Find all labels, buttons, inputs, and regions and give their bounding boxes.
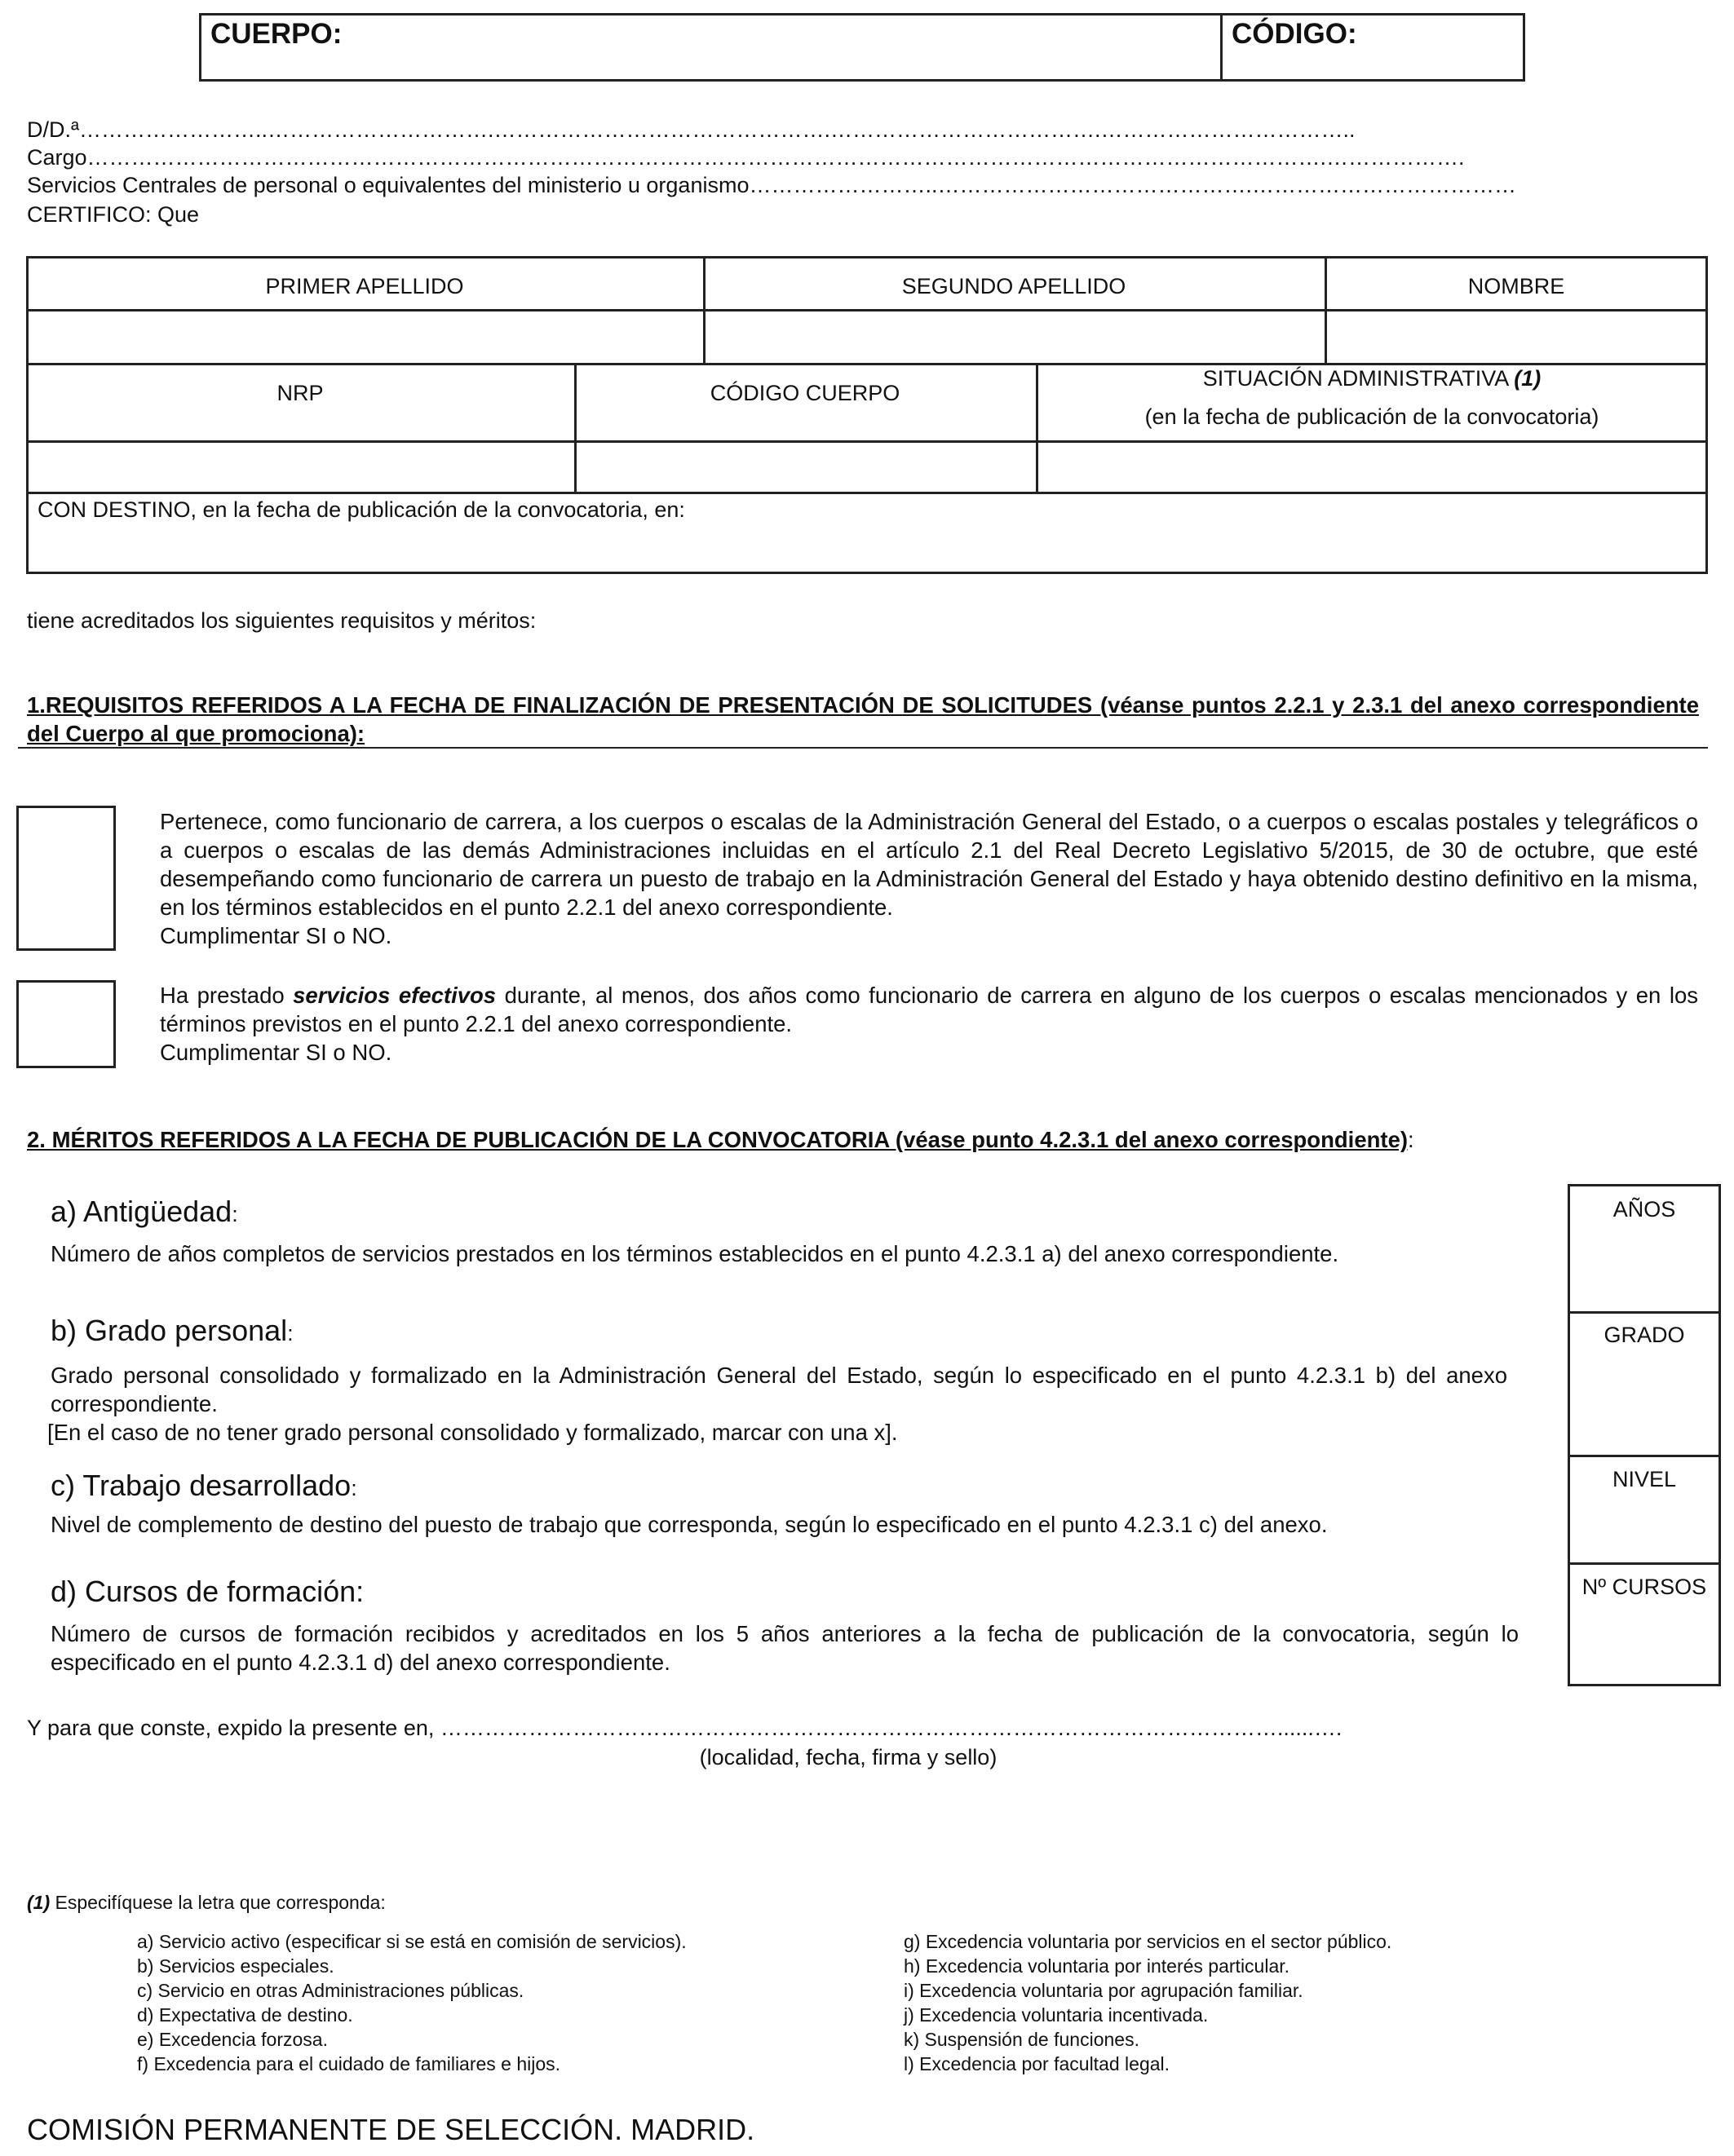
situacion-header [1036, 364, 1708, 392]
grado-box-label: GRADO [1604, 1323, 1685, 1347]
nombre-input[interactable] [1328, 312, 1706, 361]
nombre-header: NOMBRE [1467, 274, 1565, 298]
list-item: a) Servicio activo (especificar si se está en comisión de servicios). [137, 1931, 687, 1952]
servicios-line: Servicios Centrales de personal o equivalentes del ministerio u organismo……………………..…………………………………….……………………………… [27, 173, 1516, 197]
comision-footer: COMISIÓN PERMANENTE DE SELECCIÓN. MADRID. [27, 2113, 755, 2146]
segundo-apellido-header: SEGUNDO APELLIDO [901, 274, 1126, 298]
nivel-input[interactable] [1571, 1497, 1718, 1559]
req1-checkbox[interactable] [16, 806, 116, 951]
anos-box-label: AÑOS [1612, 1197, 1676, 1222]
trabajo-colon: : [351, 1476, 357, 1500]
grado-input[interactable] [1571, 1354, 1718, 1451]
section2-title-colon: : [1408, 1127, 1414, 1152]
cuerpo-label: CUERPO: [210, 18, 343, 50]
primer-apellido-input[interactable] [29, 312, 701, 361]
footnote-intro [27, 1890, 386, 1915]
row-line-4 [26, 492, 1708, 494]
situacion-subheader: (en la fecha de publicación de la convocatoria) [1144, 404, 1599, 429]
footnote-left-list [137, 1929, 687, 2076]
primer-apellido-header: PRIMER APELLIDO [265, 274, 464, 298]
nrp-input[interactable] [29, 444, 573, 490]
list-item: e) Excedencia forzosa. [137, 2029, 328, 2050]
trabajo-text: Nivel de complemento de destino del puesto de trabajo que corresponda, según lo especificado en el punto 4.2.3.1 c) del anexo. [51, 1512, 1328, 1537]
codigo-cuerpo-header: CÓDIGO CUERPO [710, 381, 900, 405]
cursos-text: Número de cursos de formación recibidos y acreditados en los 5 años anteriores a la fecha de publicación de la convocatoria, según lo especificado en el punto 4.2.3.1 d) del anexo correspondiente. [51, 1621, 1519, 1675]
list-item: i) Excedencia voluntaria por agrupación familiar. [904, 1980, 1303, 2001]
req2-checkbox[interactable] [16, 980, 116, 1068]
acreditados-text: tiene acreditados los siguientes requisitos y méritos: [27, 608, 537, 633]
req2-emphasis: servicios efectivos [293, 983, 497, 1008]
req2-fill-note: Cumplimentar SI o NO. [160, 1040, 392, 1065]
certifico-line: CERTIFICO: Que [27, 202, 200, 227]
cursos-heading: d) Cursos de formación: [51, 1575, 365, 1608]
destino-label: CON DESTINO, en la fecha de publicación de la convocatoria, en: [38, 497, 685, 522]
section2-title [27, 1125, 1414, 1154]
segundo-apellido-input[interactable] [706, 312, 1323, 361]
list-item: g) Excedencia voluntaria por servicios en el sector público. [904, 1931, 1392, 1952]
header-divider [1220, 13, 1223, 82]
nivel-box-label: NIVEL [1612, 1467, 1677, 1491]
grado-text: Grado personal consolidado y formalizado en la Administración General del Estado, según lo especificado en el punto 4.2.3.1 b) del anexo correspondiente. [51, 1363, 1507, 1416]
antiguedad-colon: : [232, 1202, 238, 1226]
merits-divider-1 [1568, 1311, 1721, 1314]
situacion-main: SITUACIÓN ADMINISTRATIVA [1202, 366, 1515, 391]
codigo-label: CÓDIGO: [1232, 18, 1357, 50]
section1-title: 1.REQUISITOS REFERIDOS A LA FECHA DE FINALIZACIÓN DE PRESENTACIÓN DE SOLICITUDES (véanse puntos 2.2.1 y 2.3.1 del anexo correspondiente del Cuerpo al que promociona): [27, 692, 1699, 746]
list-item: f) Excedencia para el cuidado de familiares e hijos. [137, 2053, 561, 2074]
list-item: l) Excedencia por facultad legal. [904, 2053, 1170, 2074]
cuerpo-input[interactable] [359, 18, 1207, 75]
antiguedad-heading [51, 1194, 238, 1232]
grado-note: [En el caso de no tener grado personal consolidado y formalizado, marcar con una x]. [47, 1420, 898, 1445]
anos-input[interactable] [1571, 1226, 1718, 1308]
antiguedad-heading-text: a) Antigüedad [51, 1195, 232, 1228]
codigo-cuerpo-input[interactable] [577, 444, 1034, 490]
section2-title-text: 2. MÉRITOS REFERIDOS A LA FECHA DE PUBLICACIÓN DE LA CONVOCATORIA (véase punto 4.2.3.1 del anexo correspondiente) [27, 1127, 1409, 1152]
destino-input[interactable] [29, 526, 1705, 571]
grado-colon: : [287, 1321, 294, 1345]
list-item: d) Expectativa de destino. [137, 2004, 353, 2026]
req1-text: Pertenece, como funcionario de carrera, a los cuerpos o escalas de la Administración General del Estado, o a cuerpos o escalas postales y telegráficos o a cuerpos o escalas de las demás Administraciones incluidas en el artículo 2.1 del Real Decreto Legislativo 5/2015, de 30 de octubre, que esté desempeñando como funcionario de carrera un puesto de trabajo en la Administración General del Estado y haya obtenido destino definitivo en la misma, en los términos establecidos en el punto 2.2.1 del anexo correspondiente. [160, 809, 1698, 920]
list-item: b) Servicios especiales. [137, 1955, 334, 1977]
row-line-1 [26, 309, 1708, 311]
expido-line: Y para que conste, expido la presente en, ……………………………………………………………………………………………………......…. [27, 1716, 1343, 1740]
footnote-right-list [904, 1929, 1391, 2076]
section1-rule [18, 747, 1708, 749]
list-item: j) Excedencia voluntaria incentivada. [904, 2004, 1209, 2026]
cursos-input[interactable] [1571, 1605, 1718, 1683]
trabajo-heading-text: c) Trabajo desarrollado [51, 1469, 352, 1502]
footnote-ref: (1) [27, 1892, 51, 1913]
list-item: h) Excedencia voluntaria por interés particular. [904, 1955, 1290, 1977]
trabajo-heading [51, 1468, 357, 1506]
situacion-input[interactable] [1039, 444, 1706, 490]
req2-text [160, 981, 1698, 1038]
firma-caption: (localidad, fecha, firma y sello) [699, 1745, 997, 1769]
row-line-3 [26, 440, 1708, 443]
nrp-header: NRP [276, 381, 324, 405]
grado-heading [51, 1313, 294, 1351]
antiguedad-text: Número de años completos de servicios prestados en los términos establecidos en el punto 4.2.3.1 a) del anexo correspondiente. [51, 1241, 1339, 1266]
footnote-intro-text: Especifíquese la letra que corresponda: [50, 1892, 386, 1913]
situacion-ref: (1) [1514, 366, 1542, 391]
req1-fill-note: Cumplimentar SI o NO. [160, 923, 392, 948]
list-item: k) Suspensión de funciones. [904, 2029, 1139, 2050]
codigo-input[interactable] [1370, 18, 1517, 75]
req2-post: durante, al menos, dos años como funcionario de carrera en alguno de los cuerpos o escalas mencionados y en los términos previstos en el punto 2.2.1 del anexo correspondiente. [160, 983, 1698, 1036]
list-item: c) Servicio en otras Administraciones públicas. [137, 1980, 524, 2001]
cursos-box-label: Nº CURSOS [1581, 1575, 1707, 1599]
dd-line: D/D.ª……………………..………………………….……………………………………….……………………………….…………………………….. [27, 117, 1356, 142]
grado-heading-text: b) Grado personal [51, 1314, 288, 1347]
merits-divider-2 [1568, 1455, 1721, 1457]
req2-pre: Ha prestado [160, 983, 294, 1008]
merits-divider-3 [1568, 1562, 1721, 1565]
cargo-line: Cargo…………………………………………………………………………………………………………………………………………………….………………. [27, 145, 1465, 170]
